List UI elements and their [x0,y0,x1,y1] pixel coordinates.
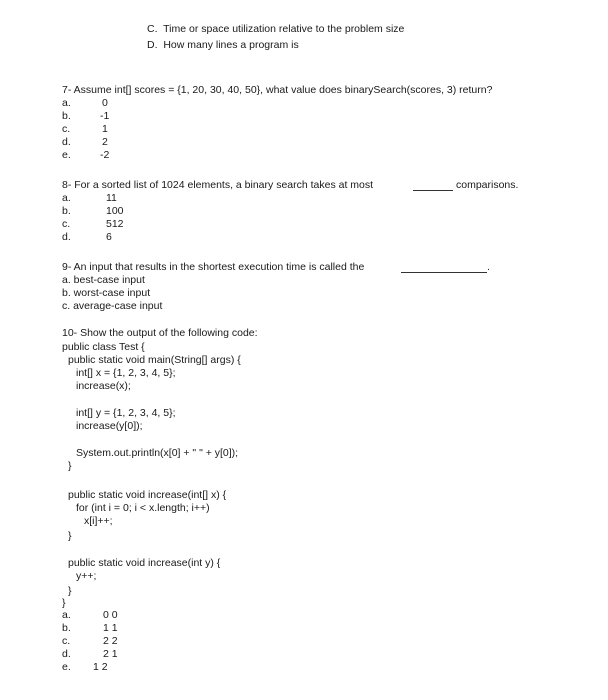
q8-option-b: b. [62,205,71,217]
q7-option-a-value: 0 [102,97,108,109]
q8-option-d: d. [62,231,71,243]
q9-answer-blank [401,272,487,273]
code-line: x[i]++; [84,515,113,527]
code-line: System.out.println(x[0] + " " + y[0]); [76,447,239,459]
q8-option-b-value: 100 [106,205,124,217]
code-line: y++; [76,570,97,582]
q10-option-b: b. [62,622,71,634]
code-line: increase(y[0]); [76,420,143,432]
q8-suffix: comparisons. [456,179,519,191]
q7-option-a: a. [62,97,71,109]
q10-option-e: e. [62,661,71,673]
q7-option-b-value: -1 [100,110,110,122]
q10-option-e-value: 1 2 [93,661,108,673]
q10-option-d: d. [62,648,71,660]
code-line: int[] y = {1, 2, 3, 4, 5}; [76,407,176,419]
code-line: public class Test { [62,341,145,353]
q7-option-e-value: -2 [100,149,110,161]
q8-option-a: a. [62,192,71,204]
code-line: public static void main(String[] args) { [68,354,241,366]
q7-question: 7- Assume int[] scores = {1, 20, 30, 40, 50}, what value does binarySearch(scores, 3) return? [62,84,493,96]
q9-option-c: c. average-case input [62,300,163,312]
code-line: } [68,530,72,542]
q9-option-b: b. worst-case input [62,287,151,299]
q7-option-c-value: 1 [102,123,108,135]
q10-option-a-value: 0 0 [103,609,118,621]
top-option-c: C. Time or space utilization relative to the problem size [147,23,405,35]
q8-option-d-value: 6 [106,231,112,243]
q7-option-d: d. [62,136,71,148]
q9-option-a: a. best-case input [62,274,145,286]
code-line: } [68,460,72,472]
q9-question: 9- An input that results in the shortest execution time is called the [62,261,365,273]
q10-question: 10- Show the output of the following code: [62,327,258,339]
q9-suffix: . [487,261,490,273]
q8-question: 8- For a sorted list of 1024 elements, a binary search takes at most [62,179,374,191]
q8-option-c-value: 512 [106,218,124,230]
q8-option-a-value: 11 [106,192,117,204]
q7-option-d-value: 2 [102,136,108,148]
q10-option-c: c. [62,635,71,647]
q7-option-e: e. [62,149,71,161]
code-line: public static void increase(int y) { [68,557,221,569]
code-line: } [68,585,72,597]
code-line: for (int i = 0; i < x.length; i++) [76,502,210,514]
q8-answer-blank [413,190,453,191]
q10-option-d-value: 2 1 [103,648,118,660]
code-line: increase(x); [76,380,131,392]
q10-option-c-value: 2 2 [103,635,118,647]
top-option-d: D. How many lines a program is [147,39,299,51]
q8-option-c: c. [62,218,71,230]
code-line: public static void increase(int[] x) { [68,489,227,501]
q10-option-b-value: 1 1 [103,622,118,634]
q7-option-b: b. [62,110,71,122]
q10-option-a: a. [62,609,71,621]
code-line: int[] x = {1, 2, 3, 4, 5}; [76,367,176,379]
code-line: } [62,597,66,609]
q7-option-c: c. [62,123,71,135]
